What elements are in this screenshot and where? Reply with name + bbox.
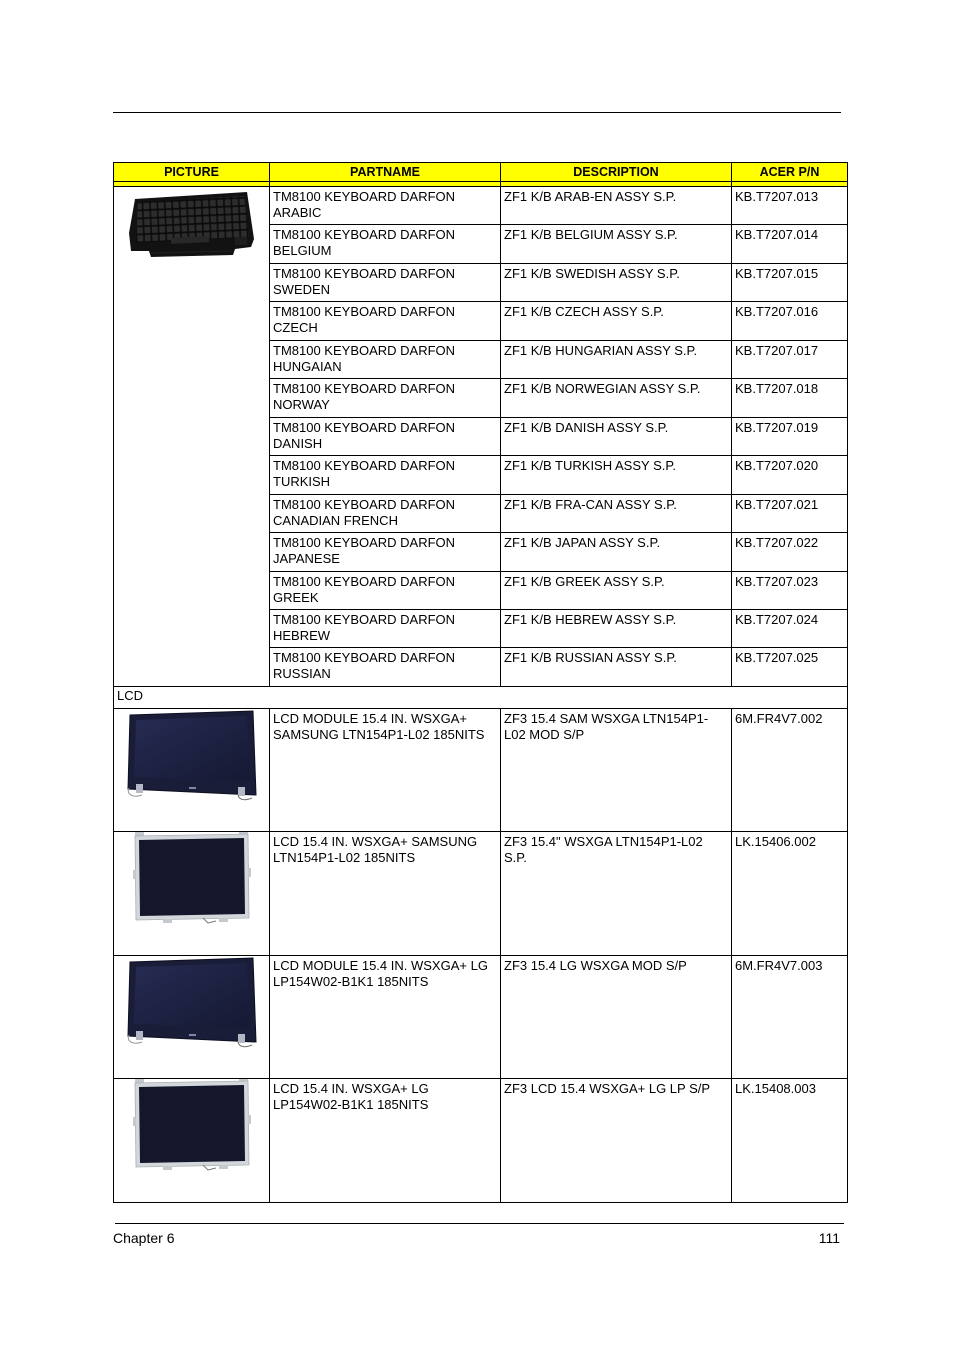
description-cell <box>501 708 732 832</box>
description-text: ZF1 K/B RUSSIAN ASSY S.P. <box>504 650 677 666</box>
description-text: ZF1 K/B BELGIUM ASSY S.P. <box>504 227 678 243</box>
column-header-description: DESCRIPTION <box>501 163 732 182</box>
description-cell <box>501 340 732 378</box>
acer-pn-cell: KB.T7207.017 <box>732 340 848 378</box>
partname-cell <box>270 225 501 263</box>
description-text: ZF1 K/B DANISH ASSY S.P. <box>504 419 669 435</box>
partname-cell <box>270 571 501 609</box>
partname-cell <box>270 417 501 455</box>
column-header-partname: PARTNAME <box>270 163 501 182</box>
description-text: ZF1 K/B NORWEGIAN ASSY S.P. <box>504 381 701 397</box>
partname-cell <box>270 187 501 225</box>
partname-text: LCD 15.4 IN. WSXGA+ LG LP154W02-B1K1 185NITS <box>273 1081 429 1113</box>
partname-text: TM8100 KEYBOARD DARFON JAPANESE <box>273 535 456 567</box>
partname-text: TM8100 KEYBOARD DARFON HUNGAIAN <box>273 342 456 374</box>
picture-cell <box>114 832 270 956</box>
acer-pn-cell: LK.15408.003 <box>732 1079 848 1203</box>
partname-text: TM8100 KEYBOARD DARFON GREEK <box>273 573 456 605</box>
partname-cell <box>270 533 501 571</box>
acer-pn-cell: KB.T7207.019 <box>732 417 848 455</box>
partname-cell <box>270 340 501 378</box>
description-cell <box>501 571 732 609</box>
acer-pn-cell: KB.T7207.021 <box>732 494 848 532</box>
table-row <box>114 955 848 1079</box>
partname-cell <box>270 379 501 417</box>
partname-text: TM8100 KEYBOARD DARFON CANADIAN FRENCH <box>273 496 456 528</box>
table-row <box>114 708 848 832</box>
description-cell <box>501 456 732 494</box>
keyboard-photo <box>127 187 257 259</box>
description-text: ZF1 K/B CZECH ASSY S.P. <box>504 304 664 320</box>
acer-pn-cell: KB.T7207.018 <box>732 379 848 417</box>
partname-cell <box>270 832 501 956</box>
description-text: ZF1 K/B TURKISH ASSY S.P. <box>504 458 676 474</box>
partname-text: TM8100 KEYBOARD DARFON RUSSIAN <box>273 650 456 682</box>
lcd-module-photo <box>126 956 258 1048</box>
table-row <box>114 1079 848 1203</box>
lcd-panel-photo <box>133 1079 251 1171</box>
description-cell <box>501 1079 732 1203</box>
partname-text: TM8100 KEYBOARD DARFON DANISH <box>273 419 456 451</box>
description-cell <box>501 832 732 956</box>
table-row <box>114 187 848 225</box>
acer-pn-cell: KB.T7207.024 <box>732 609 848 647</box>
table-header-row <box>114 163 848 182</box>
partname-text: TM8100 KEYBOARD DARFON HEBREW <box>273 611 456 643</box>
section-row <box>114 686 848 708</box>
column-header-picture: PICTURE <box>114 163 270 182</box>
partname-text: LCD MODULE 15.4 IN. WSXGA+ LG LP154W02-B1K1 185NITS <box>273 957 488 989</box>
description-text: ZF3 15.4 SAM WSXGA LTN154P1-L02 MOD S/P <box>504 710 709 742</box>
column-header-acer-pn: ACER P/N <box>732 163 848 182</box>
description-text: ZF1 K/B HEBREW ASSY S.P. <box>504 611 677 627</box>
description-cell <box>501 494 732 532</box>
acer-pn-cell: KB.T7207.015 <box>732 263 848 301</box>
description-cell <box>501 609 732 647</box>
description-cell <box>501 417 732 455</box>
partname-text: TM8100 KEYBOARD DARFON BELGIUM <box>273 227 456 259</box>
partname-cell <box>270 955 501 1079</box>
description-text: ZF1 K/B SWEDISH ASSY S.P. <box>504 265 680 281</box>
lcd-module-photo <box>126 709 258 801</box>
acer-pn-cell: KB.T7207.013 <box>732 187 848 225</box>
description-text: ZF3 LCD 15.4 WSXGA+ LG LP S/P <box>504 1081 711 1097</box>
acer-pn-cell: KB.T7207.022 <box>732 533 848 571</box>
description-text: ZF1 K/B HUNGARIAN ASSY S.P. <box>504 342 698 358</box>
description-cell <box>501 648 732 686</box>
description-text: ZF1 K/B FRA-CAN ASSY S.P. <box>504 496 677 512</box>
picture-cell <box>114 708 270 832</box>
acer-pn-cell: KB.T7207.020 <box>732 456 848 494</box>
description-cell <box>501 533 732 571</box>
acer-pn-cell: KB.T7207.016 <box>732 302 848 340</box>
description-cell <box>501 302 732 340</box>
description-cell <box>501 187 732 225</box>
parts-table <box>113 162 848 1203</box>
acer-pn-cell: KB.T7207.023 <box>732 571 848 609</box>
description-text: ZF1 K/B JAPAN ASSY S.P. <box>504 535 661 551</box>
table-row <box>114 832 848 956</box>
picture-cell <box>114 955 270 1079</box>
lcd-panel-photo <box>133 832 251 924</box>
partname-cell <box>270 648 501 686</box>
description-cell <box>501 263 732 301</box>
footer-rule <box>115 1223 844 1224</box>
section-label: LCD <box>114 686 848 708</box>
acer-pn-cell: 6M.FR4V7.003 <box>732 955 848 1079</box>
description-text: ZF1 K/B ARAB-EN ASSY S.P. <box>504 189 677 204</box>
partname-cell <box>270 609 501 647</box>
partname-text: TM8100 KEYBOARD DARFON CZECH <box>273 304 456 336</box>
description-text: ZF1 K/B GREEK ASSY S.P. <box>504 573 665 589</box>
partname-text: TM8100 KEYBOARD DARFON NORWAY <box>273 381 456 413</box>
partname-cell <box>270 263 501 301</box>
partname-cell <box>270 456 501 494</box>
partname-text: TM8100 KEYBOARD DARFON ARABIC <box>273 189 456 220</box>
footer-chapter: Chapter 6 <box>113 1230 175 1246</box>
partname-cell <box>270 494 501 532</box>
acer-pn-cell: LK.15406.002 <box>732 832 848 956</box>
partname-text: TM8100 KEYBOARD DARFON TURKISH <box>273 458 456 490</box>
description-cell <box>501 379 732 417</box>
description-cell <box>501 955 732 1079</box>
partname-text: LCD MODULE 15.4 IN. WSXGA+ SAMSUNG LTN154P1-L02 185NITS <box>273 710 485 742</box>
partname-text: TM8100 KEYBOARD DARFON SWEDEN <box>273 265 456 297</box>
description-cell <box>501 225 732 263</box>
partname-cell <box>270 708 501 832</box>
acer-pn-cell: 6M.FR4V7.002 <box>732 708 848 832</box>
partname-text: LCD 15.4 IN. WSXGA+ SAMSUNG LTN154P1-L02 185NITS <box>273 834 478 866</box>
partname-cell <box>270 302 501 340</box>
partname-cell <box>270 1079 501 1203</box>
picture-cell <box>114 187 270 687</box>
description-text: ZF3 15.4" WSXGA LTN154P1-L02 S.P. <box>504 834 703 866</box>
acer-pn-cell: KB.T7207.025 <box>732 648 848 686</box>
picture-cell <box>114 1079 270 1203</box>
description-text: ZF3 15.4 LG WSXGA MOD S/P <box>504 957 687 973</box>
acer-pn-cell: KB.T7207.014 <box>732 225 848 263</box>
header-rule <box>113 112 841 113</box>
footer-page-number: 111 <box>818 1230 840 1246</box>
